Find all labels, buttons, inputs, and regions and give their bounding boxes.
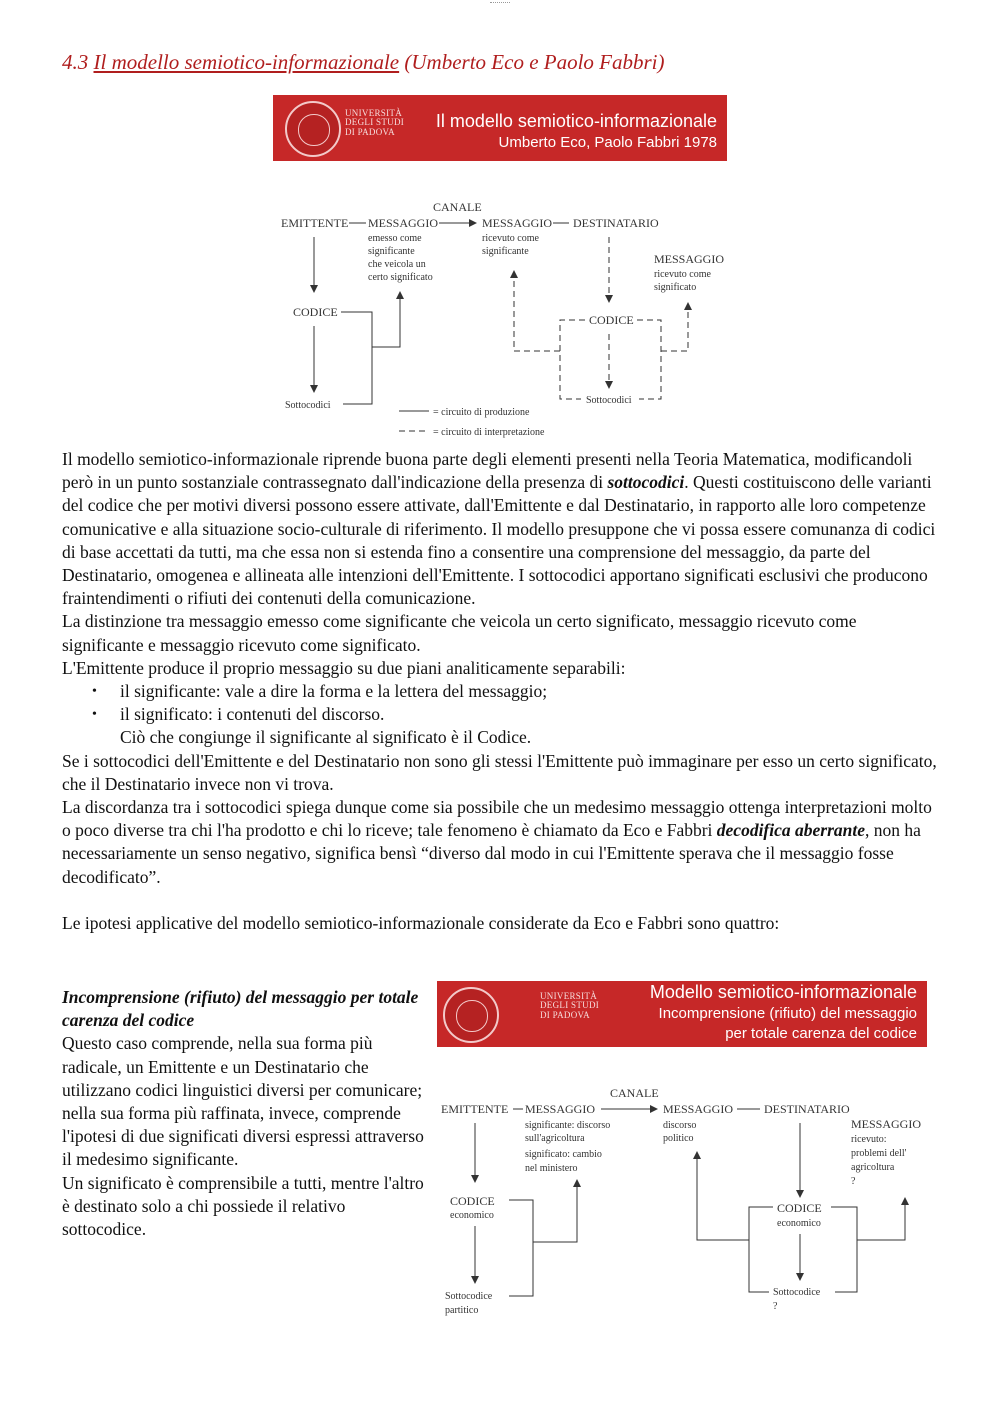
label-sottocodice-right: Sottocodice [773, 1287, 821, 1298]
legend-interpretation: = circuito di interpretazione [433, 427, 545, 438]
interpretation-circuit-right [661, 303, 688, 351]
university-line: UNIVERSITÀ [345, 108, 402, 118]
label-codice-right: CODICE [777, 1201, 822, 1215]
slide-banner-incomprensione [437, 981, 927, 1047]
paragraph: L'Emittente produce il proprio messaggio su due piani analiticamente separabili: [62, 657, 626, 678]
label-sottocodice-left-sub: partitico [445, 1305, 479, 1316]
note-line: ricevuto come [482, 233, 539, 244]
production-bracket [341, 312, 372, 404]
list-item: • il significante: vale a dire la forma e la lettera del messaggio; [120, 680, 942, 703]
case-heading: Incomprensione (rifiuto) del messaggio per totale carenza del codice [62, 987, 419, 1031]
interpretation-circuit-left [697, 1152, 749, 1240]
university-line: DI PADOVA [540, 1009, 590, 1020]
production-circuit-line [533, 1180, 577, 1242]
university-name [345, 109, 404, 137]
section-title-underlined: Il modello semiotico-informazionale [93, 50, 400, 74]
banner-title: Modello semiotico-informazionale [649, 982, 917, 1002]
list-item: • il significato: i contenuti del discorso. [120, 703, 942, 726]
label-messaggio-significato: MESSAGGIO [654, 252, 725, 266]
note-line: certo significato [368, 272, 433, 283]
note-line: significante [368, 246, 415, 257]
banner-title: Il modello semiotico-informazionale [435, 111, 717, 131]
label-codice-left-sub: economico [450, 1210, 494, 1221]
note-line: ? [851, 1176, 856, 1187]
label-canale: CANALE [433, 200, 482, 214]
interpretation-bracket-left [560, 320, 585, 399]
label-codice-right: CODICE [589, 313, 634, 327]
interpretation-bracket-right [637, 320, 661, 399]
production-bracket [509, 1200, 533, 1296]
note-line: sull'agricoltura [525, 1133, 585, 1144]
interpretation-circuit-right [857, 1198, 905, 1240]
paragraph: Le ipotesi applicative del modello semiotico-informazionale considerate da Eco e Fabbri sono quattro: [62, 912, 780, 933]
label-codice-left: CODICE [450, 1194, 495, 1208]
label-canale: CANALE [610, 1086, 659, 1100]
label-messaggio-emesso: MESSAGGIO [525, 1102, 596, 1116]
paragraph: La distinzione tra messaggio emesso come significante che veicola un certo significato, messaggio ricevuto come significante e messaggio ricevuto come significato. [62, 611, 857, 655]
paragraph: Ciò che congiunge il significante al significato è il Codice. [120, 727, 532, 748]
university-seal-icon [285, 101, 341, 157]
spacer [62, 889, 942, 912]
university-seal-icon [443, 987, 499, 1043]
label-messaggio-ricevuto: MESSAGGIO [482, 216, 553, 230]
section-number: 4.3 [62, 50, 89, 74]
note-line: che veicola un [368, 259, 426, 270]
body-text [62, 448, 942, 935]
label-codice-right-sub: economico [777, 1218, 821, 1229]
label-emittente: EMITTENTE [281, 216, 349, 230]
page-top-mark [490, 0, 510, 3]
text-run: La discordanza tra i sottocodici spiega dunque come sia possibile che un medesimo messaggio ottenga interpretazioni molto o poco diverse tra chi l'ha prodotto e chi lo riceve; tale fenomeno è chiamato da Eco e Fabbri [62, 797, 932, 841]
interpretation-bracket-right [831, 1207, 857, 1292]
communication-model-diagram [273, 195, 727, 445]
interpretation-bracket-left [749, 1207, 773, 1292]
note-line: significante: discorso [525, 1120, 611, 1131]
label-destinatario: DESTINATARIO [573, 216, 659, 230]
term-sottocodici: sottocodici [607, 472, 685, 493]
legend-production: = circuito di produzione [433, 407, 530, 418]
label-messaggio-ricevuto: MESSAGGIO [663, 1102, 734, 1116]
note-line: significato: cambio [525, 1149, 602, 1160]
section-title [62, 50, 665, 75]
term-decodifica-aberrante: decodifica aberrante [716, 820, 866, 841]
text-run: Il modello semiotico-informazionale riprende buona parte degli elementi presenti nella Teoria Matematica, modificandoli però in un punto sostanziale contrassegnato dall'indicazione della presenza di [62, 449, 913, 493]
text-run: . Questi costituiscono delle varianti del codice che per motivi diversi possono essere attivate, dall'Emittente e dal Destinatario, in rapporto alle loro competenze comunicative e alla situazione socio-culturale di riferimento. Il modello presuppone che vi possa essere comunanza di codici di base accettati da tutti, ma che essa non si estenda fino a consentire una comprensione del messaggio, da parte del Destinatario, omogenea e allineata alle intenzioni dell'Emittente. I sottocodici apportano significati esclusivi che producono fraintendimenti o rifiuti dei contenuti della comunicazione. [62, 472, 936, 609]
label-codice-left: CODICE [293, 305, 338, 319]
label-destinatario: DESTINATARIO [764, 1102, 850, 1116]
slide-banner-model [273, 95, 727, 161]
university-line: DI PADOVA [345, 126, 395, 137]
note-line: ricevuto come [654, 269, 711, 280]
note-line: nel ministero [525, 1163, 578, 1174]
label-messaggio-emesso: MESSAGGIO [368, 216, 439, 230]
incomprensione-diagram [437, 1080, 927, 1325]
university-line: DEGLI STUDI [345, 117, 405, 128]
paragraph: Se i sottocodici dell'Emittente e del Destinatario non sono gli stessi l'Emittente può immaginare per esso un certo significato, che il Destinatario invece non vi trova. [62, 750, 937, 794]
label-sottocodici-left: Sottocodici [285, 400, 331, 411]
note-line: ricevuto: [851, 1134, 887, 1145]
label-sottocodice-left: Sottocodice [445, 1291, 493, 1302]
note-line: emesso come [368, 233, 422, 244]
university-line: DEGLI STUDI [540, 1000, 600, 1011]
university-line: UNIVERSITÀ [540, 991, 597, 1001]
paragraph: Un significato è comprensibile a tutti, mentre l'altro è destinato solo a chi possiede il relativo sottocodice. [62, 1172, 424, 1240]
paragraph [62, 448, 942, 610]
banner-subtitle: Umberto Eco, Paolo Fabbri 1978 [498, 134, 717, 151]
paragraph [62, 796, 942, 889]
note-line: politico [663, 1133, 694, 1144]
interpretation-circuit-left [514, 271, 560, 351]
production-circuit-line [372, 292, 400, 347]
note-line: significato [654, 282, 697, 293]
banner-subtitle: per totale carenza del codice [725, 1025, 917, 1042]
bullet-list [62, 680, 942, 726]
university-name [540, 992, 599, 1020]
note-line: agricoltura [851, 1162, 895, 1173]
case-incomprensione [62, 986, 432, 1241]
banner-subtitle: Incomprensione (rifiuto) del messaggio [658, 1005, 917, 1022]
label-sottocodice-right-sub: ? [773, 1301, 778, 1312]
note-line: significante [482, 246, 529, 257]
label-sottocodici-right: Sottocodici [586, 395, 632, 406]
text-run: , non ha necessariamente un senso negativo, significa bensì “diverso dal modo in cui l'Emittente sperava che il messaggio fosse decodificato”. [62, 820, 921, 887]
label-messaggio-ricevuto-2: MESSAGGIO [851, 1117, 922, 1131]
paragraph: Questo caso comprende, nella sua forma più radicale, un Emittente e un Destinatario che utilizzano codici linguistici diversi per comunicare; nella sua forma più raffinata, invece, comprende l'ipotesi di due significati diversi espressi attraverso il medesimo significante. [62, 1033, 424, 1170]
label-emittente: EMITTENTE [441, 1102, 509, 1116]
section-title-authors: (Umberto Eco e Paolo Fabbri) [404, 50, 665, 74]
note-line: discorso [663, 1120, 697, 1131]
note-line: problemi dell' [851, 1148, 907, 1159]
